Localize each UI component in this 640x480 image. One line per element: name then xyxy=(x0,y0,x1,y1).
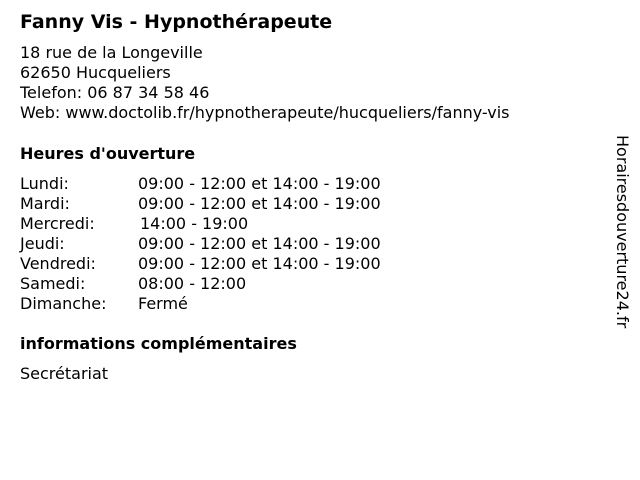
time-value: 08:00 - 12:00 xyxy=(138,274,247,293)
website-link[interactable]: Web: www.doctolib.fr/hypnotherapeute/hucqueliers/fanny-vis xyxy=(20,103,510,122)
address-street: 18 rue de la Longeville xyxy=(20,43,203,62)
time-value: 14:00 - 19:00 xyxy=(140,214,249,233)
time-value: 09:00 - 12:00 et 14:00 - 19:00 xyxy=(138,194,381,213)
phone-number: Telefon: 06 87 34 58 46 xyxy=(20,83,210,102)
info-heading: informations complémentaires xyxy=(20,334,297,353)
day-label: Dimanche: xyxy=(20,294,107,313)
time-value: 09:00 - 12:00 et 14:00 - 19:00 xyxy=(138,254,381,273)
day-label: Mercredi: xyxy=(20,214,95,233)
address-city: 62650 Hucqueliers xyxy=(20,63,171,82)
day-label: Vendredi: xyxy=(20,254,96,273)
contact-block xyxy=(20,43,510,123)
watermark-text: Horairesdouverture24.fr xyxy=(613,135,632,329)
time-value: 09:00 - 12:00 et 14:00 - 19:00 xyxy=(138,174,381,193)
info-text: Secrétariat xyxy=(20,364,109,383)
time-value: Fermé xyxy=(138,294,188,313)
time-value: 09:00 - 12:00 et 14:00 - 19:00 xyxy=(138,234,381,253)
day-label: Samedi: xyxy=(20,274,86,293)
page-title: Fanny Vis - Hypnothérapeute xyxy=(20,11,333,33)
day-label: Lundi: xyxy=(20,174,69,193)
day-label: Jeudi: xyxy=(20,234,65,253)
day-label: Mardi: xyxy=(20,194,70,213)
hours-heading: Heures d'ouverture xyxy=(20,144,196,163)
